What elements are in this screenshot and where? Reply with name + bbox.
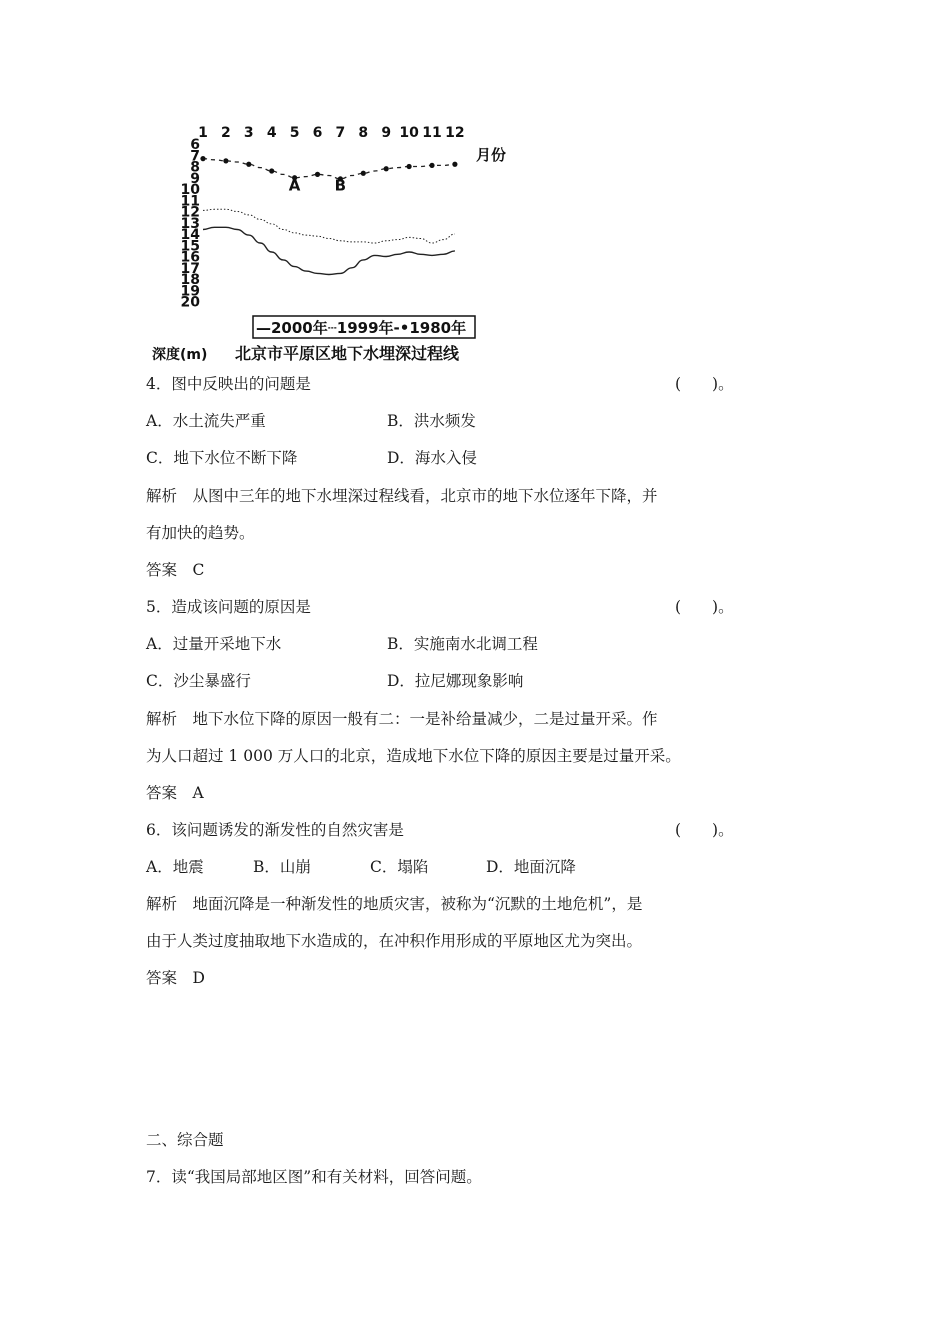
series-point-1980年 [223, 158, 228, 163]
x-tick-label: 12 [445, 125, 465, 141]
x-tick-label: 11 [422, 125, 442, 141]
series-point-1980年 [269, 168, 274, 173]
question-7-stem: 7．读“我国局部地区图”和有关材料，回答问题。 [146, 1168, 482, 1186]
y-tick-label: 13 [180, 215, 200, 232]
x-tick-label: 3 [243, 125, 254, 141]
series-line-1980年 [203, 159, 455, 179]
q6-answer: 答案 D [146, 969, 205, 987]
y-tick-label: 7 [190, 148, 200, 165]
q6-option-b: B．山崩 [253, 858, 311, 876]
q5-option-c: C．沙尘暴盛行 [146, 672, 251, 690]
y-tick-label: 16 [180, 249, 200, 266]
x-tick-label: 1 [198, 125, 208, 141]
q4-analysis-line-1: 解析 从图中三年的地下水埋深过程线看，北京市的地下水位逐年下降，并 [146, 487, 658, 505]
y-tick-label: 17 [180, 260, 200, 277]
q6-option-c: C．塌陷 [370, 858, 429, 876]
q4-analysis-line-2: 有加快的趋势。 [146, 524, 255, 542]
y-tick-label: 14 [180, 227, 200, 243]
series-point-1980年 [407, 164, 412, 169]
x-tick-label: 6 [312, 125, 323, 141]
q6-option-a: A．地震 [146, 858, 204, 876]
q4-answer: 答案 C [146, 561, 205, 579]
series-point-1980年 [361, 171, 366, 176]
q6-option-d: D．地面沉降 [486, 858, 576, 876]
y-tick-label: 10 [180, 182, 200, 198]
q5-option-a: A．过量开采地下水 [146, 635, 282, 653]
y-tick-label: 15 [180, 238, 200, 255]
q6-analysis-line-1: 解析 地面沉降是一种渐发性的地质灾害，被称为“沉默的土地危机”，是 [146, 895, 643, 913]
series-point-1980年 [200, 156, 205, 161]
x-tick-label: 7 [335, 125, 346, 141]
point-label-A: A [288, 176, 301, 195]
q4-option-c: C．地下水位不断下降 [146, 449, 298, 467]
y-tick-label: 9 [190, 170, 200, 187]
series-point-1980年 [315, 172, 320, 177]
q4-option-a: A．水土流失严重 [146, 412, 266, 430]
answer-paren-6: ( )。 [675, 821, 734, 839]
q5-option-b: B．实施南水北调工程 [387, 635, 538, 653]
y-tick-label: 8 [190, 159, 200, 176]
question-5-stem: 5．造成该问题的原因是 [146, 598, 311, 616]
q5-option-d: D．拉尼娜现象影响 [387, 672, 524, 690]
x-tick-label: 4 [266, 125, 277, 141]
answer-paren-4: ( )。 [675, 375, 734, 393]
y-tick-label: 18 [180, 272, 200, 288]
y-tick-label: 11 [180, 193, 200, 210]
section-heading-comprehensive: 二、综合题 [146, 1131, 224, 1149]
chart-title: 北京市平原区地下水埋深过程线 [235, 344, 460, 363]
q4-option-d: D．海水入侵 [387, 449, 477, 467]
y-axis-label: 深度(m) [152, 347, 208, 363]
x-tick-label: 2 [221, 125, 231, 141]
y-tick-label: 6 [190, 137, 200, 153]
y-tick-label: 20 [180, 294, 200, 311]
y-tick-label: 19 [180, 283, 200, 300]
x-tick-label: 10 [399, 125, 419, 141]
q4-option-b: B．洪水频发 [387, 412, 476, 430]
series-line-2000年 [203, 227, 455, 274]
series-line-1999年 [203, 209, 455, 243]
question-4-stem: 4．图中反映出的问题是 [146, 375, 311, 393]
legend-text: —2000年┄1999年-•1980年 [256, 319, 467, 337]
series-point-1980年 [452, 162, 457, 167]
q5-analysis-line-1: 解析 地下水位下降的原因一般有二：一是补给量减少，二是过量开采。作 [146, 710, 658, 728]
question-6-stem: 6．该问题诱发的渐发性的自然灾害是 [146, 821, 404, 839]
q6-analysis-line-2: 由于人类过度抽取地下水造成的，在冲积作用形成的平原地区尤为突出。 [146, 932, 643, 950]
x-tick-label: 9 [381, 125, 392, 141]
x-tick-label: 5 [289, 125, 300, 141]
point-label-B: B [334, 176, 347, 195]
x-tick-label: 8 [358, 125, 369, 141]
y-tick-label: 12 [180, 204, 200, 221]
series-point-1980年 [384, 166, 389, 171]
series-point-1980年 [429, 163, 434, 168]
series-point-1980年 [246, 162, 251, 167]
q5-answer: 答案 A [146, 784, 204, 802]
q5-analysis-line-2: 为人口超过 1 000 万人口的北京，造成地下水位下降的原因主要是过量开采。 [146, 747, 681, 765]
answer-paren-5: ( )。 [675, 598, 734, 616]
x-axis-unit-label: 月份 [476, 146, 507, 164]
groundwater-depth-chart [150, 118, 510, 368]
